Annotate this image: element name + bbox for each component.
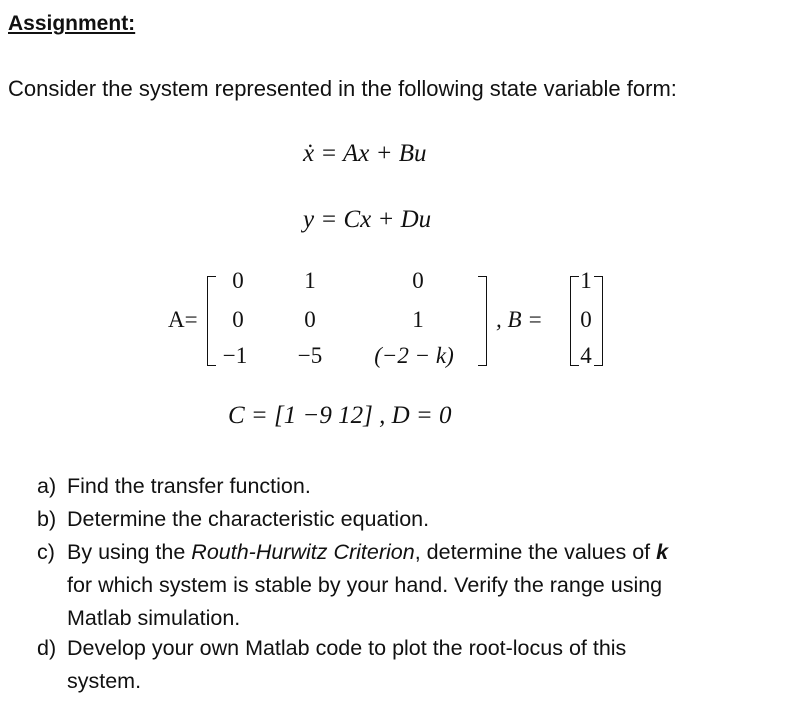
question-c-mid: , determine the values of [414,540,657,564]
matrix-b-label: , B = [496,307,543,332]
matrix-a-cell: 0 [412,268,424,293]
matrix-a-cell: 1 [304,268,316,293]
matrix-a-cell: 0 [232,268,244,293]
question-b [37,503,777,536]
output-equation-text: y = Cx + Du [303,206,432,233]
question-d-line2: system. [67,669,142,693]
question-c-line1 [67,536,668,569]
question-d-line1: Develop your own Matlab code to plot the root-locus of this [67,636,627,660]
matrix-a-cell: (−2 − k) [374,343,454,368]
matrix-a-label: A= [168,307,198,332]
state-equation-text: ẋ = Ax + Bu [303,140,427,167]
matrix-a-right-bracket [478,276,487,366]
question-a-label: a) [37,474,57,498]
intro-text: Consider the system represented in the following state variable form: [8,76,677,101]
question-c [37,536,777,636]
assignment-heading: Assignment: [8,12,136,35]
matrix-b-cell: 1 [580,268,592,293]
question-c-emphasis: Routh-Hurwitz Criterion [191,540,415,564]
questions-list [37,470,777,700]
matrix-a-cell: 0 [232,307,244,332]
matrix-a-cell: −5 [297,343,323,368]
question-a [37,470,777,503]
matrix-a-cell: −1 [222,343,248,368]
matrix-a-cell: 0 [304,307,316,332]
question-b-text: Determine the characteristic equation. [67,507,430,531]
question-c-pre: By using the [67,540,192,564]
question-c-label: c) [37,540,55,564]
c-d-equation [228,402,452,430]
question-d [37,632,777,702]
question-d-label: d) [37,636,57,660]
matrix-a-cell: 1 [412,307,424,332]
matrix-b-cell: 4 [580,343,592,368]
question-c-variable: k [656,540,669,564]
matrix-b-cell: 0 [580,307,592,332]
matrix-b-right-bracket [594,276,603,366]
question-a-text: Find the transfer function. [67,474,311,498]
question-b-label: b) [37,507,57,531]
question-c-line3: Matlab simulation. [67,606,241,630]
c-d-equation-text: C = [1 −9 12] , D = 0 [228,402,452,429]
question-c-line2: for which system is stable by your hand. Verify the range using [67,573,663,597]
